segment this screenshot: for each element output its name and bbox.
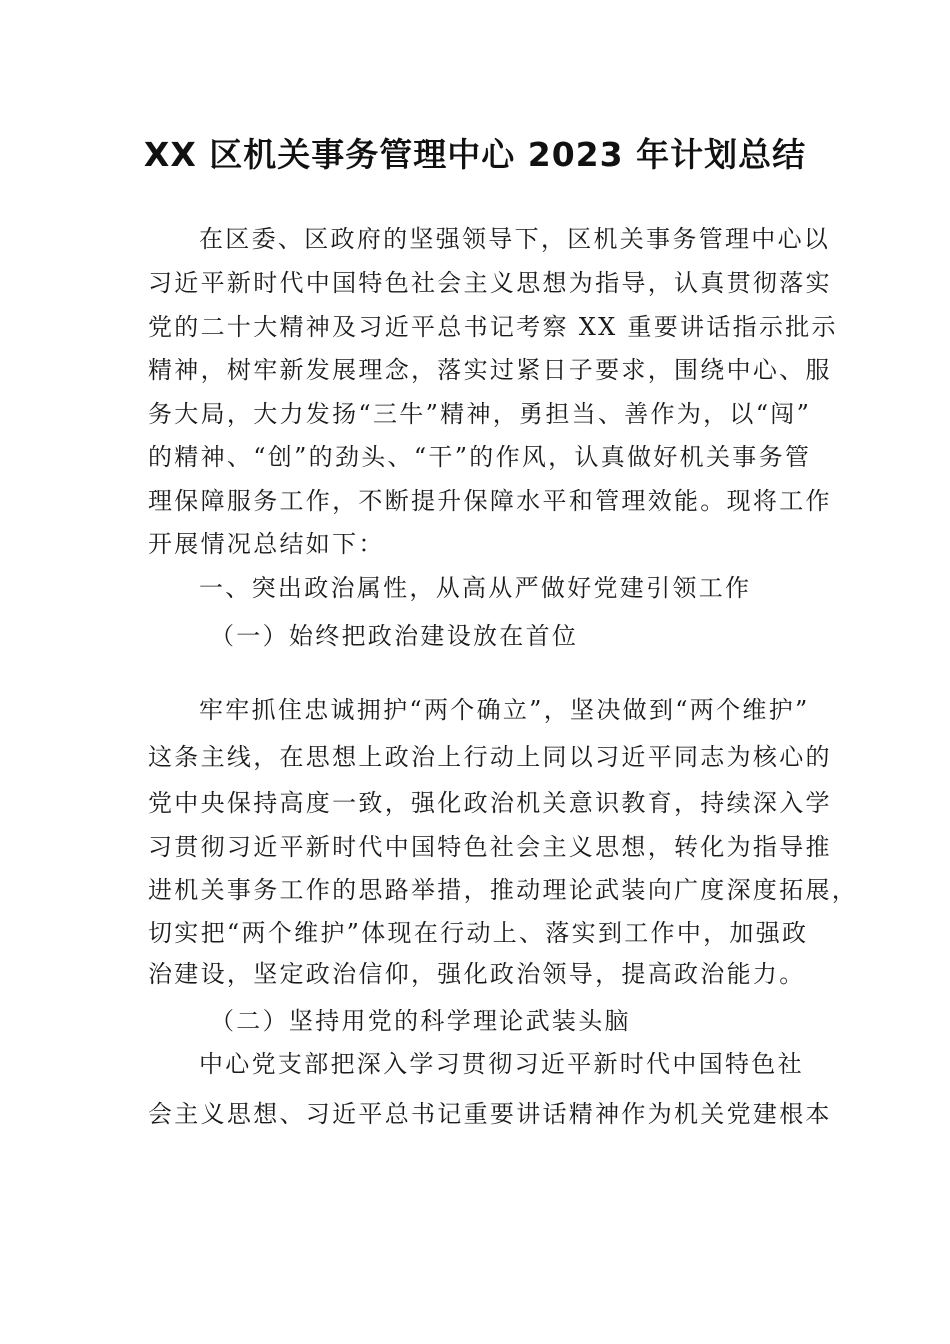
paragraph-line: 在区委、区政府的坚强领导下，区机关事务管理中心以 [199,225,831,253]
paragraph-line: 会主义思想、习近平总书记重要讲话精神作为机关党建根本 [148,1100,832,1128]
paragraph-line: 进机关事务工作的思路举措，推动理论武装向广度深度拓展， [148,876,859,904]
paragraph-line: 中心党支部把深入学习贯彻习近平新时代中国特色社 [199,1050,804,1078]
paragraph-line: 务大局，大力发扬“三牛”精神，勇担当、善作为，以“闯” [148,400,812,428]
paragraph-line: 理保障服务工作，不断提升保障水平和管理效能。现将工作 [148,487,832,515]
paragraph-line: 党中央保持高度一致，强化政治机关意识教育，持续深入学 [148,789,832,817]
paragraph-line: 习近平新时代中国特色社会主义思想为指导，认真贯彻落实 [148,269,832,297]
paragraph-line: 切实把“两个维护”体现在行动上、落实到工作中，加强政 [148,919,809,947]
paragraph-line: 精神，树牢新发展理念，落实过紧日子要求，围绕中心、服 [148,356,832,384]
paragraph-line: 的精神、“创”的劲头、“干”的作风，认真做好机关事务管 [148,443,812,471]
paragraph-line: 开展情况总结如下： [148,530,385,558]
paragraph-line: 习贯彻习近平新时代中国特色社会主义思想，转化为指导推 [148,833,832,861]
document-title: XX 区机关事务管理中心 2023 年计划总结 [143,135,807,174]
paragraph-line: 治建设，坚定政治信仰，强化政治领导，提高政治能力。 [148,960,806,988]
subsection-heading: （二）坚持用党的科学理论武装头脑 [210,1007,631,1035]
paragraph-line: 党的二十大精神及习近平总书记考察 XX 重要讲话指示批示 [148,313,838,341]
paragraph-line: 牢牢抓住忠诚拥护“两个确立”，坚决做到“两个维护” [199,696,810,724]
paragraph-line: 这条主线，在思想上政治上行动上同以习近平同志为核心的 [148,743,832,771]
section-heading: 一、突出政治属性，从高从严做好党建引领工作 [199,574,752,602]
subsection-heading: （一）始终把政治建设放在首位 [210,622,579,650]
